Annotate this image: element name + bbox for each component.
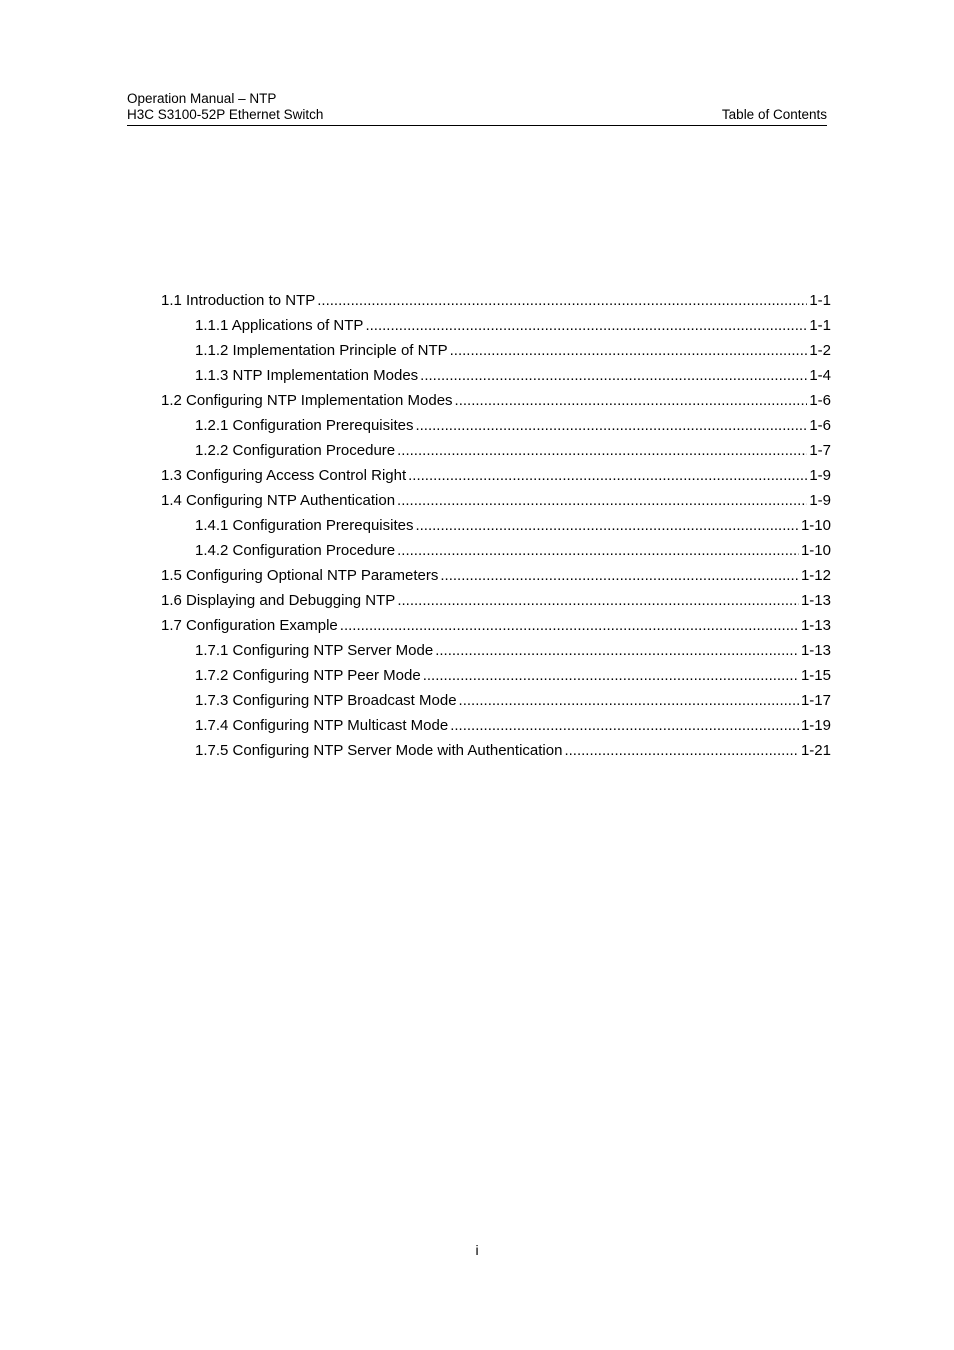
toc-dot-leader <box>450 342 808 360</box>
toc-entry-page: 1-10 <box>800 517 831 534</box>
toc-dot-leader <box>415 517 799 535</box>
toc-entry[interactable] <box>161 735 831 760</box>
header-left <box>127 91 323 123</box>
toc-entry[interactable] <box>161 535 831 560</box>
toc-entry-page: 1-4 <box>809 367 831 384</box>
toc-dot-leader <box>435 642 799 660</box>
toc-dot-leader <box>408 467 807 485</box>
toc-entry-title: 1.4.2 Configuration Procedure <box>195 542 396 559</box>
toc-entry[interactable] <box>161 435 831 460</box>
manual-title: Operation Manual – NTP <box>127 91 277 106</box>
toc-entry[interactable] <box>161 310 831 335</box>
toc-entry-page: 1-13 <box>800 642 831 659</box>
toc-entry-page: 1-15 <box>800 667 831 684</box>
toc-entry[interactable] <box>161 585 831 610</box>
toc-dot-leader <box>317 292 807 310</box>
toc-dot-leader <box>415 417 807 435</box>
toc-entry-title: 1.5 Configuring Optional NTP Parameters <box>161 567 439 584</box>
toc-entry-title: 1.1.3 NTP Implementation Modes <box>195 367 419 384</box>
toc-entry-title: 1.1 Introduction to NTP <box>161 292 316 309</box>
toc-entry-page: 1-1 <box>809 317 831 334</box>
toc-entry-title: 1.2.1 Configuration Prerequisites <box>195 417 414 434</box>
toc-entry[interactable] <box>161 710 831 735</box>
page-header <box>127 91 827 126</box>
toc-entry-title: 1.7.2 Configuring NTP Peer Mode <box>195 667 421 684</box>
page-number: i <box>475 1242 479 1258</box>
toc-entry-page: 1-12 <box>800 567 831 584</box>
toc-dot-leader <box>423 667 799 685</box>
toc-dot-leader <box>397 542 799 560</box>
table-of-contents <box>161 285 831 760</box>
toc-entry[interactable] <box>161 685 831 710</box>
toc-entry-title: 1.7.3 Configuring NTP Broadcast Mode <box>195 692 457 709</box>
toc-entry[interactable] <box>161 335 831 360</box>
toc-entry-page: 1-2 <box>809 342 831 359</box>
section-title: Table of Contents <box>721 107 827 122</box>
toc-entry-title: 1.7.4 Configuring NTP Multicast Mode <box>195 717 449 734</box>
toc-entry-title: 1.7.1 Configuring NTP Server Mode <box>195 642 434 659</box>
toc-dot-leader <box>450 717 799 735</box>
toc-dot-leader <box>397 492 807 510</box>
toc-entry-title: 1.3 Configuring Access Control Right <box>161 467 407 484</box>
toc-entry-page: 1-13 <box>800 592 831 609</box>
toc-entry-page: 1-7 <box>809 442 831 459</box>
toc-entry-title: 1.2 Configuring NTP Implementation Modes <box>161 392 453 409</box>
toc-entry[interactable] <box>161 360 831 385</box>
toc-dot-leader <box>455 392 808 410</box>
toc-entry[interactable] <box>161 635 831 660</box>
toc-entry[interactable] <box>161 510 831 535</box>
toc-entry-title: 1.2.2 Configuration Procedure <box>195 442 396 459</box>
toc-dot-leader <box>564 742 799 760</box>
toc-entry-page: 1-1 <box>809 292 831 309</box>
toc-entry-title: 1.7.5 Configuring NTP Server Mode with Authentication <box>195 742 563 759</box>
toc-entry-page: 1-10 <box>800 542 831 559</box>
toc-entry-title: 1.6 Displaying and Debugging NTP <box>161 592 396 609</box>
toc-entry[interactable] <box>161 560 831 585</box>
toc-dot-leader <box>459 692 799 710</box>
toc-dot-leader <box>420 367 807 385</box>
toc-entry[interactable] <box>161 485 831 510</box>
toc-entry-page: 1-9 <box>809 492 831 509</box>
toc-entry[interactable] <box>161 610 831 635</box>
toc-entry-page: 1-9 <box>809 467 831 484</box>
toc-entry[interactable] <box>161 460 831 485</box>
toc-dot-leader <box>397 592 799 610</box>
toc-entry[interactable] <box>161 410 831 435</box>
toc-entry-title: 1.4 Configuring NTP Authentication <box>161 492 396 509</box>
toc-entry-page: 1-19 <box>800 717 831 734</box>
product-name: H3C S3100-52P Ethernet Switch <box>127 107 324 122</box>
toc-entry[interactable] <box>161 385 831 410</box>
toc-dot-leader <box>340 617 799 635</box>
toc-entry-title: 1.4.1 Configuration Prerequisites <box>195 517 414 534</box>
toc-entry-page: 1-13 <box>800 617 831 634</box>
toc-entry-title: 1.7 Configuration Example <box>161 617 338 634</box>
toc-entry[interactable] <box>161 285 831 310</box>
toc-dot-leader <box>440 567 799 585</box>
toc-entry-page: 1-21 <box>800 742 831 759</box>
toc-entry-title: 1.1.1 Applications of NTP <box>195 317 364 334</box>
toc-entry[interactable] <box>161 660 831 685</box>
toc-entry-title: 1.1.2 Implementation Principle of NTP <box>195 342 448 359</box>
toc-entry-page: 1-6 <box>809 417 831 434</box>
toc-entry-page: 1-6 <box>809 392 831 409</box>
toc-dot-leader <box>365 317 807 335</box>
toc-entry-page: 1-17 <box>800 692 831 709</box>
toc-dot-leader <box>397 442 807 460</box>
